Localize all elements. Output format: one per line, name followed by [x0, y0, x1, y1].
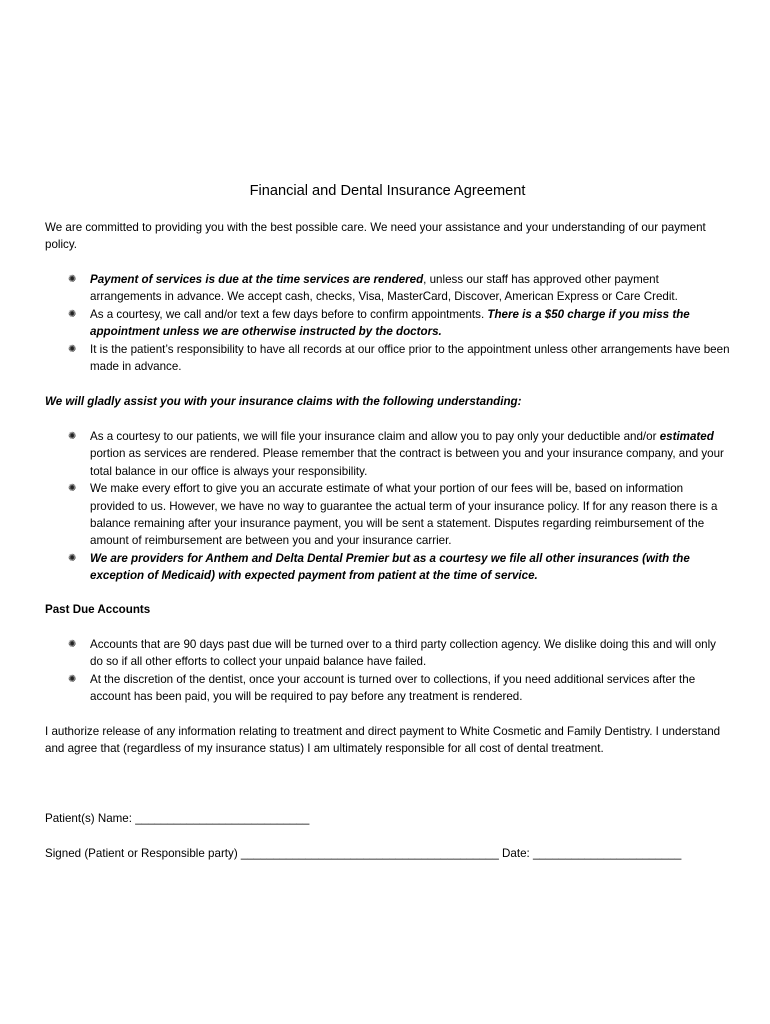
item-text: Accounts that are 90 days past due will be turned over to a third party collection agency. We dislike doing this and will only do so if all other efforts to collect your unpaid balance have failed. — [90, 638, 716, 669]
payment-policy-list — [45, 271, 730, 375]
authorization-text: I authorize release of any information relating to treatment and direct payment to White Cosmetic and Family Dentistry. I understand and agree that (regardless of my insurance status) I am ultimately responsible for all cost of dental treatment. — [45, 725, 721, 756]
bold-text: Payment of services is due at the time services are rendered — [90, 273, 424, 286]
item-text: As a courtesy to our patients, we will file your insurance claim and allow you to pay only your deductible and/or — [90, 430, 660, 443]
item-text: We make every effort to give you an accurate estimate of what your portion of our fees will be, based on information provided to us. However, we have no way to guarantee the actual term of your insurance policy. If for any reason there is a balance remaining after your insurance payment, you will be sent a statement. Disputes regarding reimbursement of the amount of reimbursement are between you and your insurance carrier. — [90, 482, 718, 548]
list-item — [45, 480, 730, 550]
insurance-heading: We will gladly assist you with your insurance claims with the following understanding: — [45, 395, 522, 408]
star-bullet-icon: ✺ — [68, 274, 77, 285]
list-item — [45, 636, 730, 671]
star-bullet-icon: ✺ — [68, 343, 77, 355]
bold-text: There is a $50 charge if you miss the appointment unless we are otherwise instructed by the doctors. — [90, 307, 690, 339]
signature-date-field[interactable]: Signed (Patient or Responsible party) ________________________________________ Date: _______________________ — [45, 847, 682, 860]
list-item — [45, 428, 730, 480]
insurance-list — [45, 428, 730, 585]
bold-text: We are providers for Anthem and Delta Dental Premier but as a courtesy we file all other insurances (with the exception of Medicaid) with expected payment from patient at the time of service. — [90, 551, 690, 583]
list-item — [45, 271, 730, 306]
item-text: It is the patient’s responsibility to have all records at our office prior to the appointment unless other arrangements have been made in advance. — [90, 342, 730, 374]
star-bullet-icon: ✺ — [68, 639, 77, 650]
star-bullet-icon: ✺ — [68, 673, 77, 685]
authorization-paragraph — [45, 723, 730, 758]
document-title: Financial and Dental Insurance Agreement — [249, 183, 526, 199]
past-due-list — [45, 636, 730, 706]
past-due-heading: Past Due Accounts — [45, 603, 151, 616]
bold-text: estimated — [659, 430, 714, 443]
star-bullet-icon: ✺ — [68, 431, 77, 442]
item-text: At the discretion of the dentist, once your account is turned over to collections, if you need additional services after the account has been paid, you will be required to pay before any treatment is rendered. — [90, 672, 696, 704]
item-text: , unless our staff has approved other payment arrangements in advance. We accept cash, checks, Visa, MasterCard, Discover, American Express or Care Credit. — [90, 273, 678, 304]
intro-paragraph — [45, 219, 730, 254]
patient-name-field[interactable]: Patient(s) Name: ___________________________ — [45, 812, 310, 825]
list-item — [45, 341, 730, 376]
intro-text: We are committed to providing you with the best possible care. We need your assistance and your understanding of our payment policy. — [45, 221, 706, 252]
past-due-heading-block — [45, 601, 730, 618]
insurance-heading-block — [45, 393, 730, 410]
item-text: As a courtesy, we call and/or text a few days before to confirm appointments. — [90, 307, 488, 321]
list-item — [45, 671, 730, 706]
item-text: portion as services are rendered. Please remember that the contract is between you and your insurance company, and your total balance in our office is always your responsibility. — [90, 447, 724, 478]
star-bullet-icon: ✺ — [68, 308, 77, 320]
star-bullet-icon: ✺ — [68, 552, 77, 564]
list-item — [45, 550, 730, 585]
star-bullet-icon: ✺ — [68, 483, 77, 495]
list-item — [45, 306, 730, 341]
